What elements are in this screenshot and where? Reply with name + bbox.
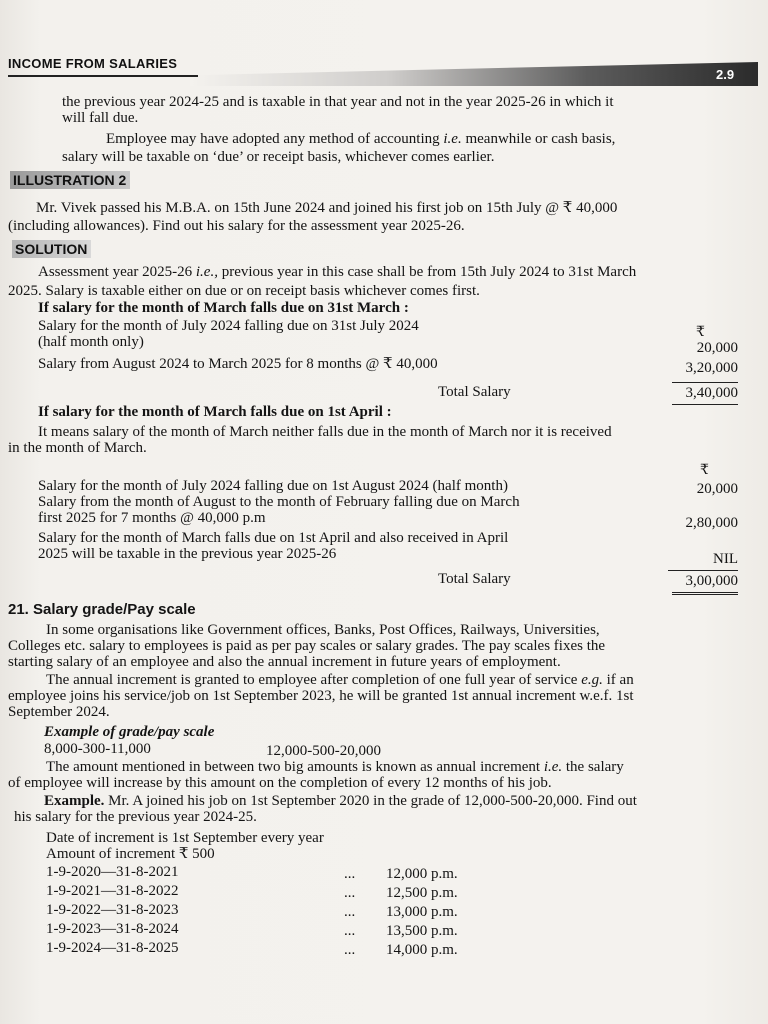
case2-row2-b: first 2025 for 7 months @ 40,000 p.m [38, 510, 266, 526]
case1-row1-b: (half month only) [38, 334, 144, 350]
page-number: 2.9 [716, 67, 735, 82]
intro-line-3-end: meanwhile or cash basis, [465, 131, 616, 147]
case2-heading: If salary for the month of March falls due on 1st April : [38, 404, 392, 420]
increment-salary: 13,500 p.m. [386, 923, 458, 939]
increment-salary: 12,000 p.m. [386, 866, 458, 882]
increment-period: 1-9-2024—31-8-2025 [46, 940, 179, 956]
increment-period: 1-9-2021—31-8-2022 [46, 883, 179, 899]
increment-dots: ... [344, 942, 356, 958]
increment-date-line: Date of increment is 1st September every year [46, 830, 324, 846]
case2-text-2: in the month of March. [8, 440, 147, 456]
case2-row3-a: Salary for the month of March falls due on 1st April and also received in April [38, 530, 509, 546]
case2-text-1: It means salary of the month of March neither falls due in the month of March nor it is received [38, 424, 612, 440]
case1-rupee: ₹ [696, 325, 705, 340]
solution-line-2: 2025. Salary is taxable either on due or on receipt basis whichever comes first. [8, 283, 480, 299]
case1-total-value: 3,40,000 [672, 382, 738, 405]
section-p3-end: the salary [565, 759, 624, 775]
solution-line-1b: previous year in this case shall be from 15th July 2024 to 31st March [221, 264, 637, 280]
case2-total-label: Total Salary [438, 571, 511, 587]
section-p3-ie: i.e. [543, 759, 563, 775]
case2-row2-a: Salary from the month of August to the month of February falling due on March [38, 494, 520, 510]
illustration-line-1: Mr. Vivek passed his M.B.A. on 15th June 2024 and joined his first job on 15th July @ ₹ 40,000 [36, 200, 618, 216]
section-heading: 21. Salary grade/Pay scale [8, 601, 196, 618]
section-p1-line-1: In some organisations like Government offices, Banks, Post Offices, Railways, Universities, [46, 622, 600, 638]
header-bar [190, 62, 758, 86]
increment-period: 1-9-2020—31-8-2021 [46, 864, 179, 880]
section-p2-line-2: employee joins his service/job on 1st September 2023, he will be granted 1st annual increment w.e.f. 1st [8, 688, 634, 704]
scale-1: 8,000-300-11,000 [44, 741, 151, 757]
case1-row1-value: 20,000 [696, 340, 738, 356]
case2-row1-value: 20,000 [696, 481, 738, 497]
intro-line-3-ie: i.e. [443, 131, 462, 147]
section-p2-eg: e.g. [581, 672, 603, 688]
case1-row2: Salary from August 2024 to March 2025 for 8 months @ ₹ 40,000 [38, 356, 438, 372]
example-label: Example. [44, 793, 105, 809]
section-p3-text: The amount mentioned in between two big amounts is known as annual increment [46, 759, 541, 775]
illustration-line-2: (including allowances). Find out his salary for the assessment year 2025-26. [8, 218, 465, 234]
increment-dots: ... [344, 866, 356, 882]
section-p1-line-3: starting salary of an employee and also the annual increment in future years of employment. [8, 654, 561, 670]
section-p2-line-3: September 2024. [8, 704, 110, 720]
solution-line-1-ie: i.e., [195, 264, 218, 280]
solution-label: SOLUTION [12, 240, 91, 258]
case2-total-value: 3,00,000 [672, 573, 738, 595]
example-scale-heading: Example of grade/pay scale [44, 724, 215, 740]
increment-salary: 12,500 p.m. [386, 885, 458, 901]
increment-salary: 13,000 p.m. [386, 904, 458, 920]
intro-line-1: the previous year 2024-25 and is taxable in that year and not in the year 2025-26 in which it [62, 94, 614, 110]
scale-2: 12,000-500-20,000 [266, 743, 381, 759]
increment-period: 1-9-2023—31-8-2024 [46, 921, 179, 937]
solution-line-1a: Assessment year 2025-26 [38, 264, 193, 280]
intro-line-2: will fall due. [62, 110, 139, 126]
intro-line-3-text: Employee may have adopted any method of accounting [106, 131, 440, 147]
header-rule [8, 75, 198, 77]
example-line-2: his salary for the previous year 2024-25. [14, 809, 257, 825]
case1-total-label: Total Salary [438, 384, 511, 400]
illustration-label: ILLUSTRATION 2 [10, 171, 130, 189]
section-p2-line-1 [46, 672, 634, 689]
example-text: Mr. A joined his job on 1st September 2020 in the grade of 12,000-500-20,000. Find out [108, 793, 637, 809]
case1-row2-value: 3,20,000 [685, 360, 738, 376]
case2-row1: Salary for the month of July 2024 falling due on 1st August 2024 (half month) [38, 478, 508, 494]
case2-row3-b: 2025 will be taxable in the previous year 2025-26 [38, 546, 337, 562]
case2-row3-value: NIL [668, 551, 738, 571]
increment-salary: 14,000 p.m. [386, 942, 458, 958]
increment-dots: ... [344, 885, 356, 901]
section-p3-line-1 [46, 759, 624, 776]
section-p1-line-2: Colleges etc. salary to employees is paid as per pay scales or salary grades. The pay scales fixes the [8, 638, 606, 654]
case1-row1-a: Salary for the month of July 2024 falling due on 31st July 2024 [38, 318, 419, 334]
section-p2-end: if an [606, 672, 634, 688]
case2-row2-value: 2,80,000 [685, 515, 738, 531]
increment-amount-line: Amount of increment ₹ 500 [46, 846, 215, 862]
increment-dots: ... [344, 923, 356, 939]
case2-rupee: ₹ [700, 463, 709, 478]
section-p2-text: The annual increment is granted to employee after completion of one full year of service [46, 672, 578, 688]
increment-dots: ... [344, 904, 356, 920]
chapter-title: INCOME FROM SALARIES [8, 56, 178, 71]
intro-line-4: salary will be taxable on ‘due’ or receipt basis, whichever comes earlier. [62, 149, 495, 165]
intro-line-3 [106, 131, 615, 148]
solution-line-1 [38, 264, 636, 281]
increment-period: 1-9-2022—31-8-2023 [46, 902, 179, 918]
example-line-1 [44, 793, 637, 810]
case1-heading: If salary for the month of March falls due on 31st March : [38, 300, 409, 316]
section-p3-line-2: of employee will increase by this amount on the completion of every 12 months of his job. [8, 775, 552, 791]
